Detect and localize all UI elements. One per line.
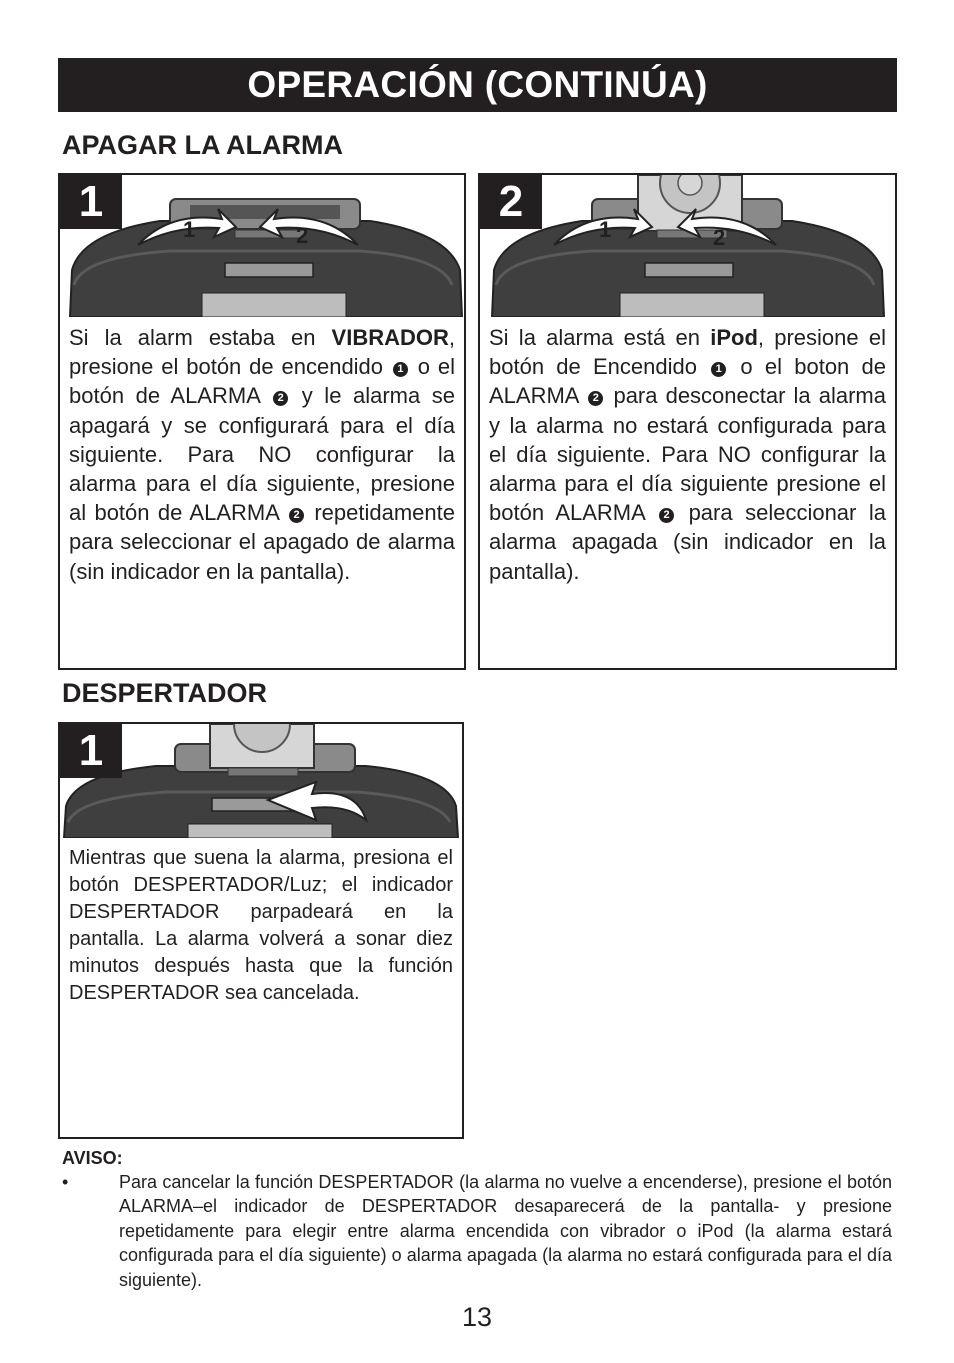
instruction-panel-apagar-step-1 bbox=[58, 173, 466, 670]
device-illustration bbox=[480, 175, 895, 317]
page-number: 13 bbox=[461, 1302, 493, 1332]
arrow-label-2: 2 bbox=[296, 223, 309, 248]
bullet-icon: • bbox=[62, 1172, 69, 1192]
step-badge: 1 bbox=[60, 724, 122, 778]
instruction-panel-apagar-step-2 bbox=[478, 173, 897, 670]
circled-number-2-icon: 2 bbox=[659, 508, 674, 523]
instruction-text: Mientras que suena la alarma, presiona el botón DESPERTADOR/Luz; el indicador DESPERTADOR parpadeará en la pantalla. La alarma volverá a sonar diez minutos después hasta que la función DESPERTADOR sea cancelada. bbox=[69, 847, 453, 1004]
circled-number-1-icon: 1 bbox=[393, 362, 408, 377]
instruction-text: Si la alarm estaba en VIBRADOR, presione el botón de encendido 1 o el botón de ALARMA 2 y le alarma se apagará y se configurará para el día siguiente. Para NO configurar la alarma para el día siguiente, presione al botón de ALARMA 2 repetidamente para seleccionar el apagado de alarma (sin indicador en la pantalla). bbox=[69, 325, 456, 584]
circled-number-2-icon: 2 bbox=[289, 508, 304, 523]
step-badge: 1 bbox=[60, 175, 122, 229]
instruction-panel-despertador-step-1 bbox=[58, 722, 464, 1139]
notice-title: AVISO: bbox=[62, 1148, 123, 1168]
step-badge: 2 bbox=[480, 175, 542, 229]
arrow-label-1: 1 bbox=[183, 217, 196, 242]
arrow-label-2: 2 bbox=[713, 225, 726, 250]
circled-number-2-icon: 2 bbox=[588, 391, 603, 406]
instruction-text: Si la alarma está en iPod, presione el botón de Encendido 1 o el boton de ALARMA 2 para desconectar la alarma y la alarma no estará configurada para el día siguiente. Para NO configurar la alarma para el día siguiente presione el botón ALARMA 2 para seleccionar la alarma apagada (sin indicador en la pantalla). bbox=[489, 325, 887, 584]
circled-number-2-icon: 2 bbox=[273, 391, 288, 406]
notice-text: Para cancelar la función DESPERTADOR (la alarma no vuelve a encenderse), presione el botón ALARMA–el indicador de DESPERTADOR desaparecerá de la pantalla- y presione repetidamente para elegir entre alarma encendida con vibrador o iPod (la alarma estará configurada para el día siguiente) o alarma apagada (la alarma no estará configurada para el día siguiente). bbox=[119, 1172, 892, 1290]
section-title-despertador: DESPERTADOR bbox=[62, 678, 268, 708]
arrow-label-1: 1 bbox=[599, 217, 612, 242]
circled-number-1-icon: 1 bbox=[711, 362, 726, 377]
page-title: OPERACIÓN (CONTINÚA) bbox=[58, 58, 897, 112]
section-title-apagar-alarma: APAGAR LA ALARMA bbox=[62, 130, 343, 160]
